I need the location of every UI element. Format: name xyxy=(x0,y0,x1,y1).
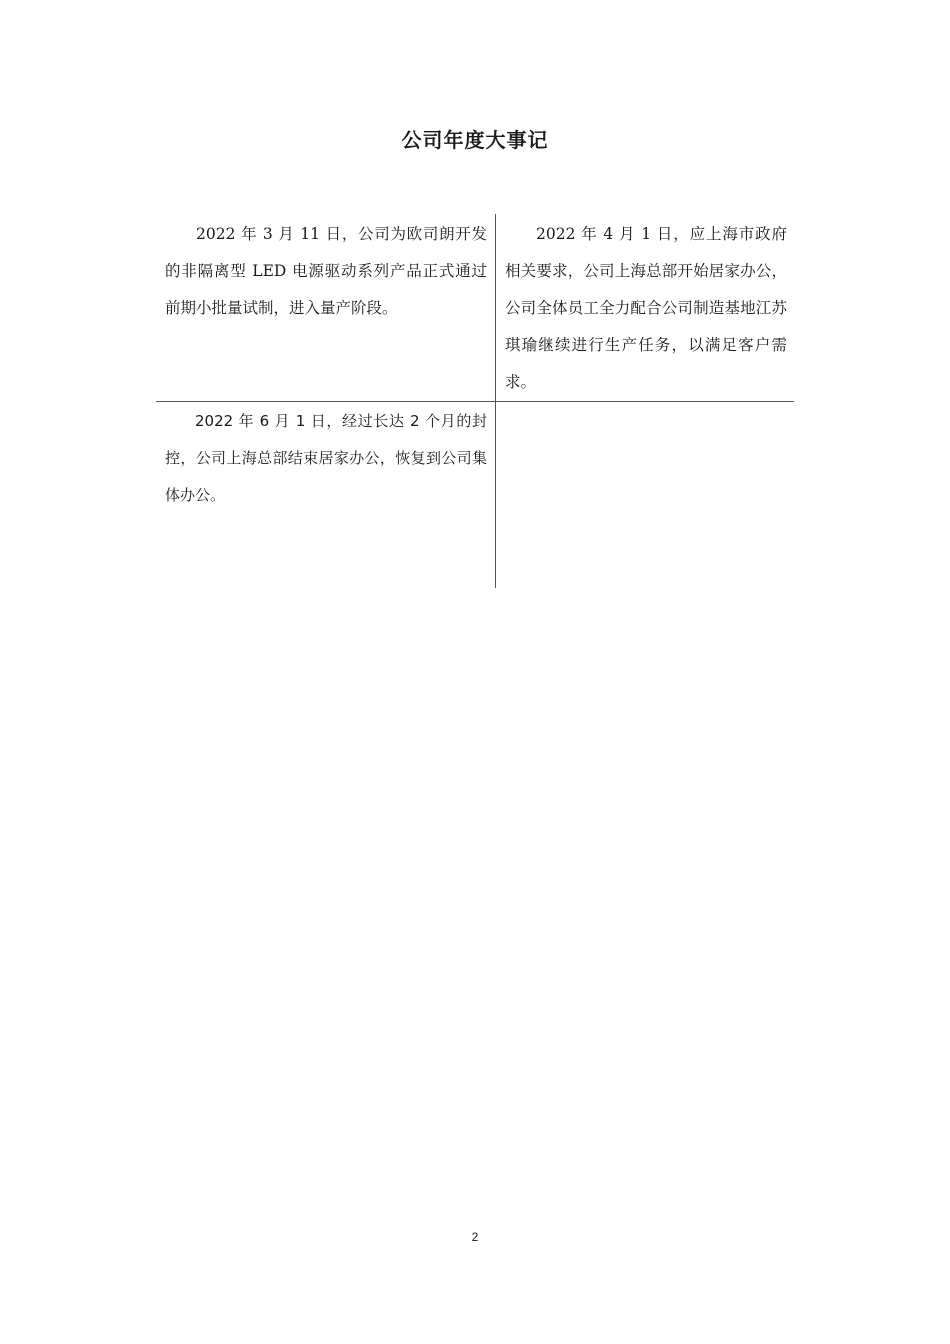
event-cell-2: 2022 年 4 月 1 日，应上海市政府相关要求，公司上海总部开始居家办公，公司全体员工全力配合公司制造基地江苏琪瑜继续进行生产任务，以满足客户需求。 xyxy=(505,225,787,391)
event-cell-3: 2022 年 6 月 1 日，经过长达 2 个月的封控，公司上海总部结束居家办公，恢复到公司集体办公。 xyxy=(165,412,487,504)
events-table xyxy=(156,214,794,588)
page-number: 2 xyxy=(471,1230,479,1244)
page-title: 公司年度大事记 xyxy=(401,128,549,152)
event-cell-1: 2022 年 3 月 11 日，公司为欧司朗开发的非隔离型 LED 电源驱动系列产品正式通过前期小批量试制，进入量产阶段。 xyxy=(165,225,487,317)
table-horizontal-divider xyxy=(156,401,794,402)
